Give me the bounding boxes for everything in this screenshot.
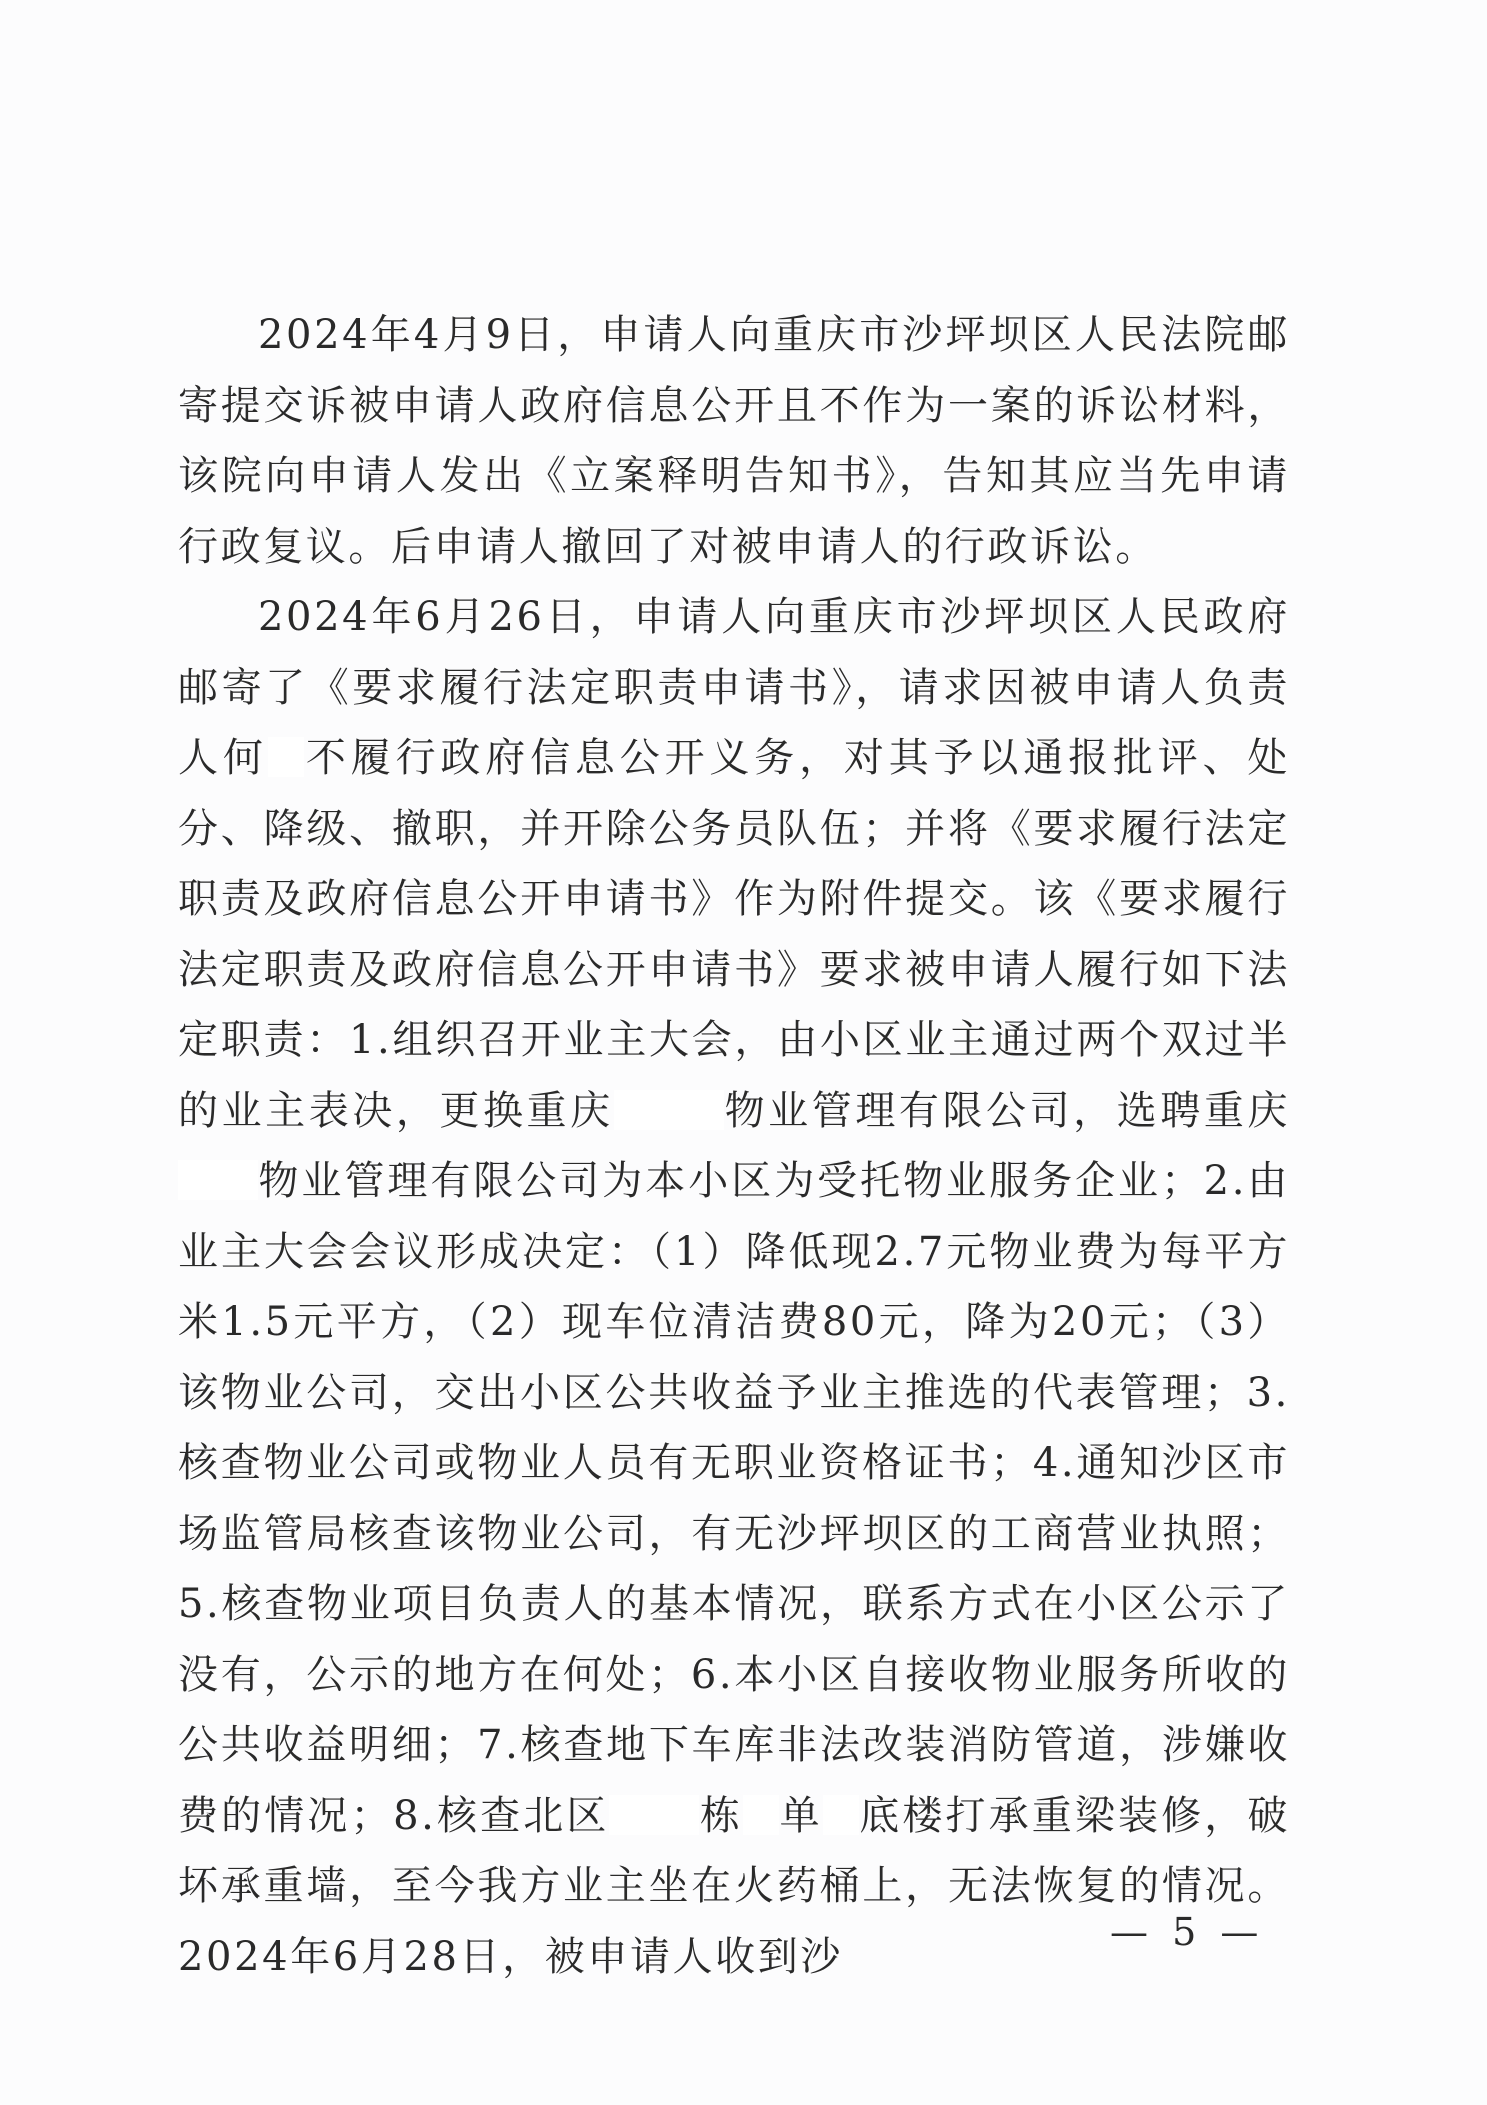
- paragraph-2-text-e: 栋: [699, 1792, 744, 1839]
- redaction-block: [268, 737, 304, 777]
- paragraph-2-text-d: 物业管理有限公司为本小区为受托物业服务企业；2.由业主大会会议形成决定：（1）降低现2.7元物业费为每平方米1.5元平方，（2）现车位清洁费80元，降为20元；（3）该物业公司，交出小区公共收益予业主推选的代表管理；3.核查物业公司或物业人员有无职业资格证书；4.通知沙区市场监管局核查该物业公司，有无沙坪坝区的工商营业执照；5.核查物业项目负责人的基本情况，联系方式在小区公示了没有，公示的地方在何处；6.本小区自接收物业服务所收的公共收益明细；7.核查地下车库非法改装消防管道，涉嫌收费的情况；8.核查北区: [178, 1158, 1290, 1839]
- redaction-block: [178, 1160, 258, 1200]
- paragraph-2-text-g: 底楼打承重梁装修，破坏承重墙，至今我方业主坐在火药桶上，无法恢复的情况。2024年6月28日，被申请人收到沙: [178, 1792, 1291, 1980]
- paragraph-2: [178, 582, 1290, 1992]
- paragraph-2-text-c: 物业管理有限公司，选聘重庆: [723, 1087, 1290, 1134]
- redaction-block: [743, 1795, 779, 1835]
- paragraph-2-text-a: 2024年6月26日，申请人向重庆市沙坪坝区人民政府邮寄了《要求履行法定职责申请书》，请求因被申请人负责人何: [178, 594, 1290, 781]
- paragraph-2-text-f: 单: [779, 1792, 823, 1839]
- redaction-block: [609, 1795, 699, 1835]
- paragraph-1: [178, 300, 1290, 582]
- paragraph-2-text-b: 不履行政府信息公开义务，对其予以通报批评、处分、降级、撤职，并开除公务员队伍；并将《要求履行法定职责及政府信息公开申请书》作为附件提交。该《要求履行法定职责及政府信息公开申请书》要求被申请人履行如下法定职责：1.组织召开业主大会，由小区业主通过两个双过半的业主表决，更换重庆: [178, 735, 1290, 1134]
- document-body: [178, 300, 1290, 1992]
- redaction-block: [823, 1795, 859, 1835]
- redaction-block: [614, 1090, 724, 1130]
- page-number: — 5 —: [1110, 1910, 1265, 1954]
- paragraph-1-text: 2024年4月9日，申请人向重庆市沙坪坝区人民法院邮寄提交诉被申请人政府信息公开且不作为一案的诉讼材料，该院向申请人发出《立案释明告知书》，告知其应当先申请行政复议。后申请人撤回了对被申请人的行政诉讼。: [178, 312, 1290, 570]
